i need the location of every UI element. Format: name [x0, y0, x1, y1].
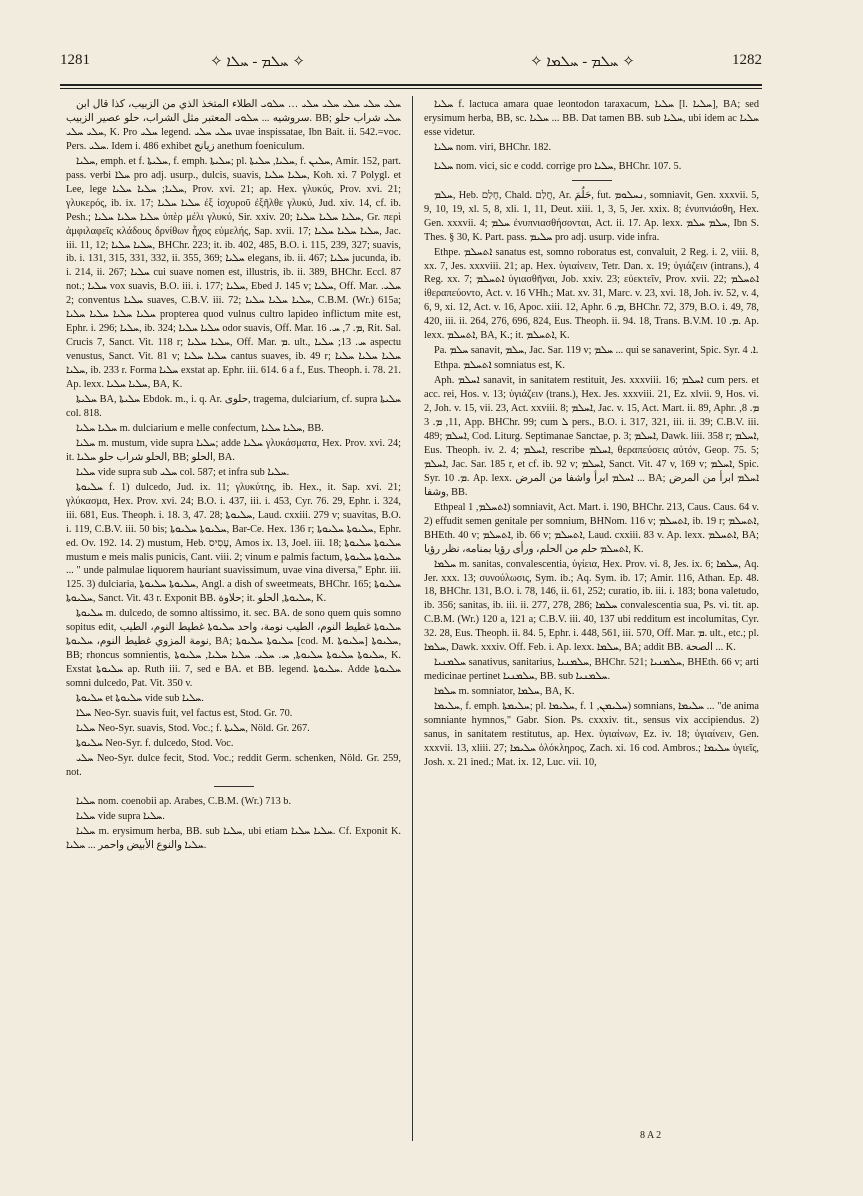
entry: Ethpa. ܐܬܚܠܡ somniatus est, K. — [434, 360, 566, 372]
right-column — [424, 98, 759, 1143]
entry: ܚܠܐ Neo-Syr. suavis fuit, vel factus est, Stod. Gr. 70. — [76, 707, 293, 719]
running-head-right: ✧ ܚܠܡ - ܚܠܡܐ ✧ — [530, 54, 635, 70]
page-number-left: 1281 — [60, 52, 90, 68]
entry: Ethpe. ܐܬܚܠܡ sanatus est, somno roboratus est, convaluit, 2 Reg. i. 2, viii. 8, xx. 7, Jes. xxxviii. 21; ap. Hex. ὑγιαίνειν, Tetr. Dan. x. 19; ὑγιάζειν (intrans.), 4 Reg. xx. 7; ܐܬܚܠܡ ὑγιασθῆναι, Job. xxiv. 23; εὐεκτεῖν, Prov. xvii. 22; ܐܬܚܠܡ ἰθεραπεύοντο, Act. v. 16 VHh.; Mat. xv. 31, Marc. v. 23, xvi. 18, Joh. iv. 52, v. 4, 6, 9, xi. 12, Act. v. 16, Apoc. xiii. 12, Aphr. ܡ. 6, BHChr. 72, 379, B.O. i. 49, 78, 420, iii. ii. 264, 276, 696, 824, Eus. Theoph. ii. 94. 18, Trans. B.V.M. ܡ. 10. Ap. lexx. ܐܬܚܠܡ, BA, K.; it. ܐܬܚܠܡ, K. — [424, 246, 759, 342]
entry: ܚܠܝܘܬܐ f. 1) dulcedo, Jud. ix. 11; γλυκύτης, ib. Hex., it. Sap. xvi. 21; γλύκασμα, Hex. Prov. xvi. 24; B.O. i. 437, iii. i. 453, Cyr. 76. 29, Ephr. i. 324, iii. 681, Eus. Theoph. i. 18. 3, 47. 28; ܚܠܝܘܬܐ, Laud. cxxiii. 279 v; suavitas, B.O. i. 119, C.B.V. iii. 50 bis; ܚܠܝܘܬܐ ܚܠܝܘܬܐ, Bar-Ce. Hex. 136 r; ܚܠܝܘܬܐ ܚܠܝܘܬܐ, Ephr. ed. Ov. 192. 14. 2) mustum, Heb. עָסִיס, Amos ix. 13, Joel. iii. 18; ܚܠܝܘܬܐ ܚܠܝܘܬܐ mustum e meis malis punicis, Cant. viii. 2; vinum e palmis factum, ܚܠܝܘܬܐ ܚܠܝܘܬܐ ... " unde palmulae liquorem hauriant suavissimum, uvae vina diversa," Ephr. iii. 125. 3) dulciaria, ܚܠܝܘܬܐ ܚܠܝܘܬܐ, Angl. a dish of sweetmeats, BHChr. 165; ܚܠܝܘܬܐ ܚܠܝܘܬܐ, Sanct. Vit. 43 r. Exponit BB. حلاوة; it. ܚܠܝܘܬܐ, الحلو, K. — [66, 481, 401, 605]
entry: ܚܠܝܐ nom. viri, BHChr. 182. — [434, 141, 552, 153]
entry: Pa. ܚܠܡ sanavit, ܚܠܡ, Jac. Sar. 119 v; ܚܠܡ ... qui se sanaverint, Spic. Syr. ܐ. 4. — [434, 345, 759, 357]
entry: Ethpeal ܐܬܚܠܡ, 1) somniavit, Act. Mart. i. 190, BHChr. 213, Caus. Caus. 64 v. 2) effudit semen genitale per somnium, BHNom. 116 v; ܐܬܚܠܡ, ib. 19 r; ܐܬܚܠܡ, BHEth. 40 v; ܐܬܚܠܡ, ib. 66 v; ܐܬܚܠܡ, Laud. cxxiii. 83 v. Ap. lexx. ܐܬܚܠܡ, BA; ܐܬܚܠܡ حلم من الحلم، ورأى رؤيا بمنامه، نظر رؤيا, K. — [424, 501, 759, 555]
entry: ܚܠܝܘܬܐ et ܚܠܝܘܬܐ vide sub ܚܠܝܐ. — [76, 693, 204, 705]
header-rule — [60, 84, 762, 86]
entry: ܚܠܝܐ Neo-Syr. suavis, Stod. Voc.; f. ܚܠܝܬܐ, Nöld. Gr. 267. — [76, 722, 310, 734]
entry: ܚܠܝ ܚܠܝ ܚܠܝ ܚܠܝ ܚܠܝ … ܚܠܘܝ الطلاء المتخذ الذي من الزبيب، كذا قال ابن سروشيه ... ܚܠܘܝ المعتبر مثل الشراب، حلو عصير الزبيب. BB; ܚܠܝ شراب حلو ܚܠܝ ܚܠܝ, K. Pro ܚܠܝ legend. ܚܠܝ ܚܠܝ uvae inspissatae, Ibn Bait. ii. 542.=voc. Pers. ܚܠܝ. Idem i. 486 exhibet زيانج anethum foeniculum. — [66, 99, 401, 152]
section-divider — [214, 786, 254, 787]
left-column — [66, 98, 401, 1143]
entry: ܚܠܝܐ m. erysimum herba, BB. sub ܚܠܝܐ, ubi etiam ܚܠܝܐ ܚܠܝܐ. Cf. Exponit K. ܚܠܝܐ والنوع الأبيض واحمر ... ܚܠܝܐ. — [66, 825, 401, 851]
entry: ܚܠܡܢܝܐ sanativus, sanitarius, ܚܠܡܢܝܐ, BHChr. 521; ܚܠܡܢܝܐ, BHEth. 66 v; arti medicinae pertinet ܚܠܡܢܝܐ, BB. sub ܚܠܡܢܝܐ. — [424, 657, 759, 683]
entry: ܚܠܝܐ vide supra sub ܚܠܝ col. 587; et infra sub ܚܠܝܐ. — [76, 466, 290, 478]
column-divider — [412, 96, 413, 1141]
entry: ܚܠܝܡܐ, f. emph. ܚܠܝܡܬܐ; pl. ܚܠܝܡܐ, f. ܚܠܝܡܢ, 1) somnians, ܚܠܝܡܐ ... "de anima somniante hymnos," Gabr. Sion. Ps. cxxxiv. tit., sensus vix accipiendus. 2) sanus, in sanitatem restitutus, ap. Hex. ὑγιαίνων, Ez. iv. 18; ὑγιαίνειν, Gen. xxxvii. 13, xliii. 27; ܚܠܝܡܐ ὁλόκληρος, Zach. xi. 16 cod. Ambros.; ܚܠܝܡܐ ὑγιεῖς, Josh. x. 21 ined.; Mat. ix. 12, Luc. vii. 10, — [424, 701, 759, 768]
entry: ܚܠܝܐ ܚܠܝܐ m. dulciarium e melle confectum, ܚܠܝܐ ܚܠܝܐ, BB. — [76, 422, 324, 434]
entry: ܚܠܡܐ m. somniator, ܚܠܡܐ, BA, K. — [434, 686, 575, 698]
entry: ܚܠܝܐ, emph. et f. ܚܠܝܬܐ, f. emph. ܚܠܝܬܐ; pl. ܚܠܝܐ, ܚܠܝܬܐ, f. ܚܠܝܢ, Amir. 152, part. pass. verbi ܚܠܐ pro adj. usurp., dulcis, suavis, ܚܠܝܐ ܚܠܝܐ, Koh. xi. 7 Polygl. et Lee, lege ܚܠܝܐ; ܚܠܝܐ ܚܠܝܐ, Prov. xvi. 21; ap. Hex. γλυκύς, Prov. xvi. 21; γλυκερός, ib. ix. 17; ܚܠܝܐ ܚܠܝܐ ἐξ ἰσχυροῦ ἐξῆλθε γλυκύ, Jud. xiv. 14, cf. ib. Pesh.; ܚܠܝܐ ܚܠܝܐ ܚܠܝܐ ὑπὲρ μέλι γλυκύ, Sir. xxiv. 20; ܚܠܝܐ ܚܠܝܐ ܚܠܝܐ, Gr. περὶ ἀμφιλαφεῖς κλάδους δρνίθων ἦχος εὐμελής, Sap. xvii. 17; ܚܠܝܐ ܚܠܝܐ ܚܠܝܐ, Jac. iii. 11, 12; ܚܠܝܐ ܚܠܝܐ, BHChr. 223; it. ib. 402, 485, B.O. i. 115, 239, 327; suavis, ib. i. 131, 315, 331, 332, ii. 355, 369; ܚܠܝܐ elegans, ib. ii. 467; ܚܠܝܐ jucunda, ib. i. 214, ii. 267; ܚܠܝܐ cui suave nomen est, illustris, ib. ii. 389, BHChr. Eccl. 87 not.; ܚܠܝܐ vox suavis, B.O. iii. i. 177; ܚܠܝܐ, Ebed J. 145 v; ܚܠܝܐ, Off. Mar. ܚܠܝ. 2; conventus ܚܠܝܐ suaves, C.B.V. iii. 72; ܚܠܝܐ ܚܠܝܐ ܚܠܝܐ, C.B.M. (Wr.) 615a; ܚܠܝܐ ܚܠܝܐ ܚܠܝܐ ܚܠܝܐ propterea quod vulnus cultro lapideo inflictum mite est, Ephr. i. 296; ܚܠܝܐ, ib. 324; ܚܠܝܐ ܚܠܝܐ odor suavis, Off. Mar. ܡ. 7, ܚ. 16, Rit. Sal. Crucis 7, Sanct. Vit. 118 r; ܚܠܝܐ ܚܠܝܐ, Off. Mar. ܡ. ult., ܚ. 13; ܚܠܝܐ aspectu venustus, Sanct. Vit. 81 v; ܚܠܝܐ ܚܠܝܐ cantus suaves, ib. 49 r; ܚܠܝܐ ܚܠܝܐ ܚܠܝܐ ܚܠܝܐ, ib. 233 r. Forma ܚܠܝܐ exstat ap. Ephr. iii. 614. 6 a f., Eus. Theoph. i. 78. 21. Ap. lexx. ܚܠܝܐ ܚܠܝܐ, BA, K. — [66, 155, 401, 391]
page-number-right: 1282 — [732, 52, 762, 68]
entry: ܚܠܝܐ vide supra ܚܠܝܐ. — [76, 810, 165, 822]
entry: Aph. ܐܚܠܡ sanavit, in sanitatem restituit, Jes. xxxviii. 16; ܐܚܠܡ cum pers. et acc. rei, Hos. v. 13; ὑγιάζειν (trans.), Hex. Jes. xxxviii. 21, Ez. xlvii. 9, Hos. vi. 2, Joh. v. 15, vii. 23, Act. xxviii. 8; ܐܚܠܡ, Jac. v. 15, Act. Mart. ii. 89, Aphr. ܡ. 8, 11, ܡ. 3, App. BHChr. 99; cum ܠ pers., B.O. i. 317, 321, iii. ii. 39; C.B.V. iii. 489; ܐܚܠܡ, Cod. Liturg. Septimanae Sanctae, p. 3; ܐܚܠܡ, Dawk. liii. 358 r; ܐܚܠܡ, Eus. Theoph. iv. 2. 4; ܐܚܠܡ, rescribe ܐܚܠܡ, θεραπεύσεις αὐτόν, Geop. 75. 5; ܐܚܠܡ, Jac. Sar. 185 r, et cf. ib. 92 v; ܐܚܠܡ, Sanct. Vit. 47 v, 169 v; ܐܚܠܡ, Spic. Syr. ܡ. 10. Ap. lexx. ܐܚܠܡ ابرأ واشفا من المرض ... BA; ܐܚܠܡ ابرأ من المرض وشفا, BB. — [424, 375, 759, 498]
entry: ܚܠܝ Neo-Syr. dulce fecit, Stod. Voc.; reddit Germ. schenken, Nöld. Gr. 259, not. — [66, 752, 401, 778]
header-rule-thin — [60, 88, 762, 89]
section-divider — [572, 180, 612, 181]
entry: ܚܠܝܐ m. mustum, vide supra ܚܠܝܐ; adde ܚܠܝܐ γλυκάσματα, Hex. Prov. xvi. 24; it. الحلو شراب حلو ܚܠܝܐ, BB; الحلو, BA. — [66, 437, 401, 463]
entry: ܚܠܝܐ nom. coenobii ap. Arabes, C.B.M. (Wr.) 713 b. — [76, 795, 292, 807]
page-header — [60, 52, 762, 82]
entry: ܚܠܝܐ f. lactuca amara quae leontodon taraxacum, ܚܠܝܐ [l. ܚܠܝܐ], BA; sed erysimum herba, BB, sc. ܚܠܝܐ ... BB. Dat tamen BB. sub ܚܠܝܐ, ubi idem ac ܚܠܝܐ esse videtur. — [424, 99, 759, 138]
entry: ܚܠܝܘܬܐ Neo-Syr. f. dulcedo, Stod. Voc. — [76, 737, 234, 749]
running-head-left: ✧ ܚܠܡ - ܚܠܐ ✧ — [210, 54, 305, 70]
entry: ܚܠܡܐ m. sanitas, convalescentia, ὑγίεια, Hex. Prov. vi. 8, Jes. ix. 6; ܚܠܡܐ, Aq. Jer. xxx. 13; συνούλωσις, Sym. ib.; Aq. Sym. ib. 17; Amir. 116, Athan. Ep. 48. 18, BHChr. 131, B.O. i. 78, 146, ii. 61, 252; curatio, ib. iii. i. 183; bona valetudo, ib. 356; sanitas, ib. iii. ii. 277, 278, 286; ܚܠܡܐ convalescentia sua, Ps. vi. tit. ap. C.B.M. (Wr.) 120 a, 121 a; C.B.V. iii. 40, 137 ubi redditum est incolumitas, Cyr. 32. 28, Eus. Theoph. ii. 84. 5, Ephr. i. 448, 561, iii. 570, Off. Mar. ܡ. ult., etc.; pl. ܚܠܡܐ, Dawk. xxxiv. Off. Feb. i. Ap. lexx. ܚܠܡܐ, BA; addit BB. الصحة ... K. — [424, 558, 759, 654]
signature-mark: 8 A 2 — [640, 1130, 662, 1141]
entry: ܚܠܝܘܬܐ m. dulcedo, de somno altissimo, it. sec. BA. de sono quem quis somno sopitus edit, ܚܠܝܘܬܐ غطيط النوم، الطيب نومة، واحد ܚܠܝܘܬܐ غطيط النوم، الطيب نومة المزوي غطيط النوم، ܚܠܝܘܬܐ, BA; ܚܠܝܘܬܐ ܚܠܝܘܬܐ [cod. M. ܚܠܝܘܬܐ] ܚܠܝܘܬܐ, BB; rhoncus somnientis, ܚܠܝܘܬܐ ܚܠܝܘܬܐ ܚܠܝܘܬܐ, ܚ. ܚܠܝ. ܚܠܝܐ ܚܠܝܐ, ܚܠܝܘܬܐ, K. Exstat ܚܠܝܘܬܐ ap. Ruth iii. 7, sed e BA. et BB. legend. ܚܠܝܘܬܐ. Adde ܚܠܝܘܬܐ somni dulcedo, Pat. Vit. 350 v. — [66, 608, 401, 690]
entry: ܚܠܝܬܐ BA, ܚܠܝܬܐ Ebdok. m., i. q. Ar. حلوى, tragema, dulciarium, cf. supra ܚܠܝܬܐ col. 818. — [66, 394, 401, 419]
entry: ܚܠܝܐ nom. vici, sic e codd. corrige pro ܚܠܝܐ, BHChr. 107. 5. — [434, 160, 682, 172]
entry: ܚܠܡ, Heb. חָלַם, Chald. חֲלַם, Ar. حَلُمَ, fut. ܢܚܠܘܡ, somniavit, Gen. xxxvii. 5, 9, 10, 19, xl. 5, 8, xli. 1, 11, Deut. xiii. 1, 3, 5, Jer. xxix. 8; ἐνυπνιάσθη, Hex. Gen. xxxvii. 4; ܚܠܡ ἐνυπνιασθήσονται, Act. ii. 17. Ap. lexx. ܚܠܡ ܚܠܡ, Ibn S. Thes. § 30, K. Part. pass. ܚܠܝܡ pro adj. usurp. vide infra. — [424, 189, 759, 243]
